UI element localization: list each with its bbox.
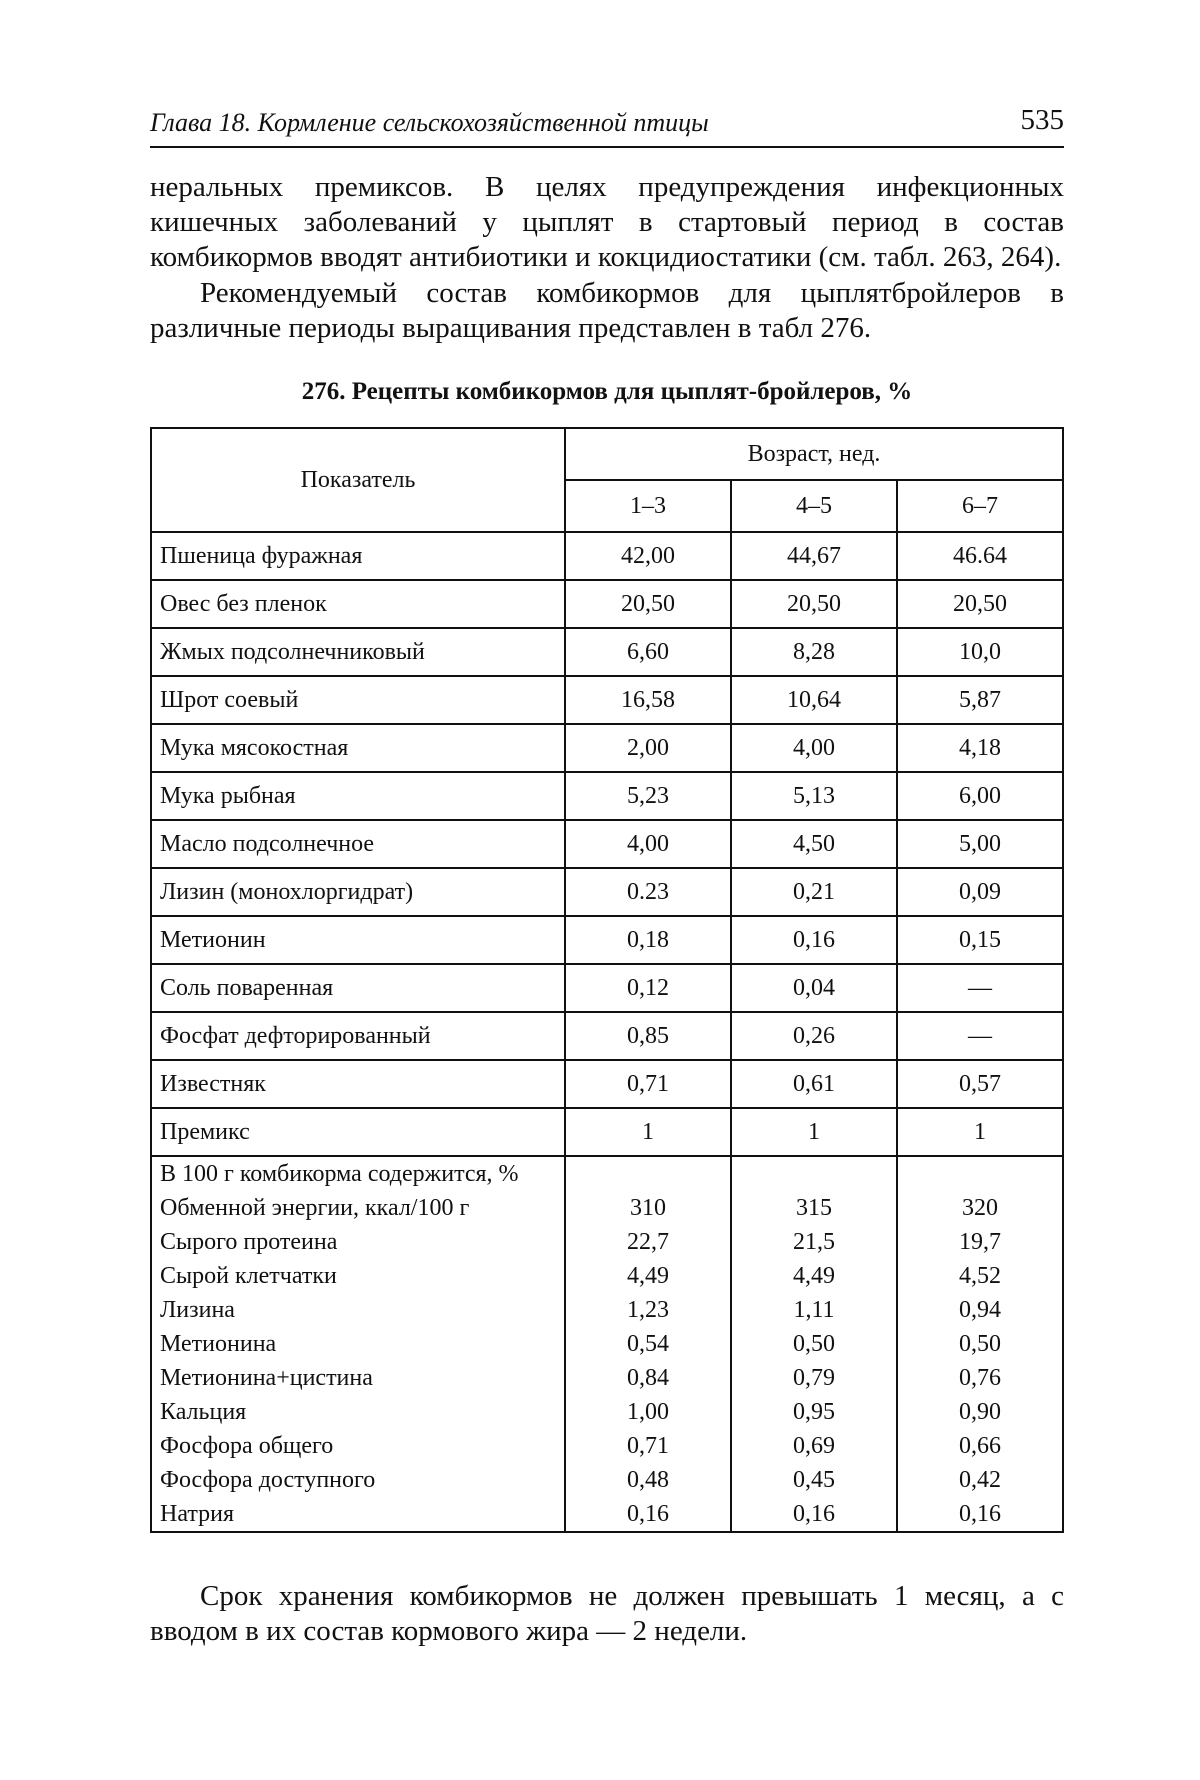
- nutrient-value: 0,94: [959, 1297, 1001, 1323]
- period-header: 4–5: [731, 480, 897, 532]
- ingredient-value: 0,26: [731, 1012, 897, 1060]
- ingredient-value: 0,61: [731, 1060, 897, 1108]
- table-row: [151, 532, 1063, 580]
- nutrient-value: 1,11: [793, 1297, 835, 1323]
- ingredient-name: Овес без пленок: [151, 580, 565, 628]
- nutrient-value: 19,7: [959, 1229, 1001, 1255]
- nutrient-value: 1,00: [627, 1399, 669, 1425]
- ingredient-name: Мука рыбная: [151, 772, 565, 820]
- nutrient-value: 310: [630, 1195, 666, 1221]
- nutrient-value: 0,66: [959, 1433, 1001, 1459]
- nutrient-value: 0,84: [627, 1365, 669, 1391]
- table-row: [151, 964, 1063, 1012]
- period-header: 6–7: [897, 480, 1063, 532]
- nutrient-value: 0,50: [793, 1331, 835, 1357]
- nutrient-value: 0,54: [627, 1331, 669, 1357]
- ingredient-value: 0,04: [731, 964, 897, 1012]
- nutrient-value: 22,7: [627, 1229, 669, 1255]
- nutrient-name: Сырой клетчатки: [160, 1263, 337, 1289]
- table-row: [151, 724, 1063, 772]
- ingredient-value: 2,00: [565, 724, 731, 772]
- paragraph-intro: неральных премиксов. В целях предупреждения инфекционных кишечных заболеваний у цыплят в стартовый период в состав комбикормов вводят антибиотики и кокцидиостатики (см. табл. 263, 264).: [150, 171, 1064, 273]
- nutrient-value: 0,90: [959, 1399, 1001, 1425]
- ingredient-value: 1: [731, 1108, 897, 1156]
- table-title: 276. Рецепты комбикормов для цыплят-бройлеров, %: [301, 378, 913, 405]
- ingredient-value: 0,71: [565, 1060, 731, 1108]
- ingredient-value: 0,12: [565, 964, 731, 1012]
- ingredient-value: 4,00: [565, 820, 731, 868]
- table-row: [151, 676, 1063, 724]
- ingredient-value: 5,13: [731, 772, 897, 820]
- ingredient-name: Известняк: [151, 1060, 565, 1108]
- ingredient-value: 0,15: [897, 916, 1063, 964]
- ingredient-name: Метионин: [151, 916, 565, 964]
- nutrient-value: 320: [962, 1195, 998, 1221]
- ingredient-name: Шрот соевый: [151, 676, 565, 724]
- ingredient-value: 20,50: [731, 580, 897, 628]
- ingredient-name: Фосфат дефторированный: [151, 1012, 565, 1060]
- indicator-column-header: Показатель: [151, 428, 565, 532]
- running-header: [150, 104, 1064, 148]
- ingredient-value: 5,00: [897, 820, 1063, 868]
- ingredient-value: 1: [565, 1108, 731, 1156]
- nutrient-value: 0,16: [627, 1501, 669, 1527]
- ingredient-value: 5,87: [897, 676, 1063, 724]
- ingredient-value: 8,28: [731, 628, 897, 676]
- ingredient-value: 6,00: [897, 772, 1063, 820]
- ingredient-name: Премикс: [151, 1108, 565, 1156]
- table-row: [151, 1108, 1063, 1156]
- nutrient-value: 4,52: [959, 1263, 1001, 1289]
- table-row: [151, 868, 1063, 916]
- ingredient-value: —: [897, 1012, 1063, 1060]
- nutrient-values-cell: [897, 1156, 1063, 1532]
- nutrient-value: 21,5: [793, 1229, 835, 1255]
- nutrient-names-cell: [151, 1156, 565, 1532]
- ingredient-name: Соль поваренная: [151, 964, 565, 1012]
- ingredient-value: 10,0: [897, 628, 1063, 676]
- ingredient-name: Мука мясокостная: [151, 724, 565, 772]
- ingredient-value: 16,58: [565, 676, 731, 724]
- nutrient-name: Лизина: [160, 1297, 235, 1323]
- ingredient-value: 1: [897, 1108, 1063, 1156]
- nutrient-name: Метионина+цистина: [160, 1365, 373, 1391]
- paragraph-storage: Срок хранения комбикормов не должен превышать 1 месяц, а с вводом в их состав кормового жира — 2 недели.: [150, 1580, 1064, 1647]
- ingredient-value: 0.23: [565, 868, 731, 916]
- table-row: [151, 1012, 1063, 1060]
- nutrient-name: Обменной энергии, ккал/100 г: [160, 1195, 470, 1221]
- age-group-header: Возраст, нед.: [565, 428, 1063, 480]
- nutrient-name: Сырого протеина: [160, 1229, 338, 1255]
- nutrient-heading: В 100 г комбикорма содержится, %: [160, 1161, 519, 1187]
- nutrient-value: 0,50: [959, 1331, 1001, 1357]
- nutrient-value: 0,16: [959, 1501, 1001, 1527]
- ingredient-value: 0,57: [897, 1060, 1063, 1108]
- chapter-title: Глава 18. Кормление сельскохозяйственной птицы: [150, 108, 709, 137]
- ingredient-value: 46.64: [897, 532, 1063, 580]
- nutrient-block-row: [151, 1156, 1063, 1532]
- ingredient-value: 0,21: [731, 868, 897, 916]
- ingredient-name: Масло подсолнечное: [151, 820, 565, 868]
- ingredient-name: Лизин (монохлоргидрат): [151, 868, 565, 916]
- period-header: 1–3: [565, 480, 731, 532]
- table-row: [151, 628, 1063, 676]
- ingredient-value: 0,16: [731, 916, 897, 964]
- nutrient-value: 0,95: [793, 1399, 835, 1425]
- paragraph-recommendation: Рекомендуемый состав комбикормов для цыплятбройлеров в различные периоды выращивания представлен в табл 276.: [150, 277, 1064, 344]
- nutrient-value: 4,49: [793, 1263, 835, 1289]
- nutrient-name: Натрия: [160, 1501, 235, 1527]
- nutrient-value: 0,45: [793, 1467, 835, 1493]
- nutrient-value: 0,76: [959, 1365, 1001, 1391]
- nutrient-name: Метионина: [160, 1331, 277, 1357]
- ingredient-value: 4,18: [897, 724, 1063, 772]
- nutrient-value: 0,42: [959, 1467, 1001, 1493]
- nutrient-value: 0,69: [793, 1433, 835, 1459]
- feed-recipes-table: [150, 427, 1064, 1533]
- ingredient-value: 42,00: [565, 532, 731, 580]
- ingredient-name: Жмых подсолнечниковый: [151, 628, 565, 676]
- ingredient-name: Пшеница фуражная: [151, 532, 565, 580]
- ingredient-value: 20,50: [897, 580, 1063, 628]
- nutrient-name: Фосфора доступного: [160, 1467, 376, 1493]
- nutrient-value: 0,79: [793, 1365, 835, 1391]
- page-number: 535: [1020, 104, 1064, 136]
- ingredient-value: 4,50: [731, 820, 897, 868]
- table-row: [151, 580, 1063, 628]
- nutrient-value: 0,48: [627, 1467, 669, 1493]
- nutrient-value: 4,49: [627, 1263, 669, 1289]
- nutrient-value: 0,71: [627, 1433, 669, 1459]
- table-row: [151, 820, 1063, 868]
- table-row: [151, 772, 1063, 820]
- ingredient-value: 4,00: [731, 724, 897, 772]
- nutrient-name: Кальция: [160, 1399, 247, 1425]
- nutrient-values-cell: [565, 1156, 731, 1532]
- nutrient-name: Фосфора общего: [160, 1433, 334, 1459]
- ingredient-value: 6,60: [565, 628, 731, 676]
- ingredient-value: 44,67: [731, 532, 897, 580]
- nutrient-value: 315: [796, 1195, 832, 1221]
- ingredient-value: 0,09: [897, 868, 1063, 916]
- nutrient-values-cell: [731, 1156, 897, 1532]
- ingredient-value: 0,85: [565, 1012, 731, 1060]
- nutrient-value: 0,16: [793, 1501, 835, 1527]
- nutrient-value: 1,23: [627, 1297, 669, 1323]
- ingredient-value: 5,23: [565, 772, 731, 820]
- table-row: [151, 1060, 1063, 1108]
- ingredient-value: —: [897, 964, 1063, 1012]
- ingredient-value: 20,50: [565, 580, 731, 628]
- ingredient-value: 0,18: [565, 916, 731, 964]
- table-row: [151, 916, 1063, 964]
- ingredient-value: 10,64: [731, 676, 897, 724]
